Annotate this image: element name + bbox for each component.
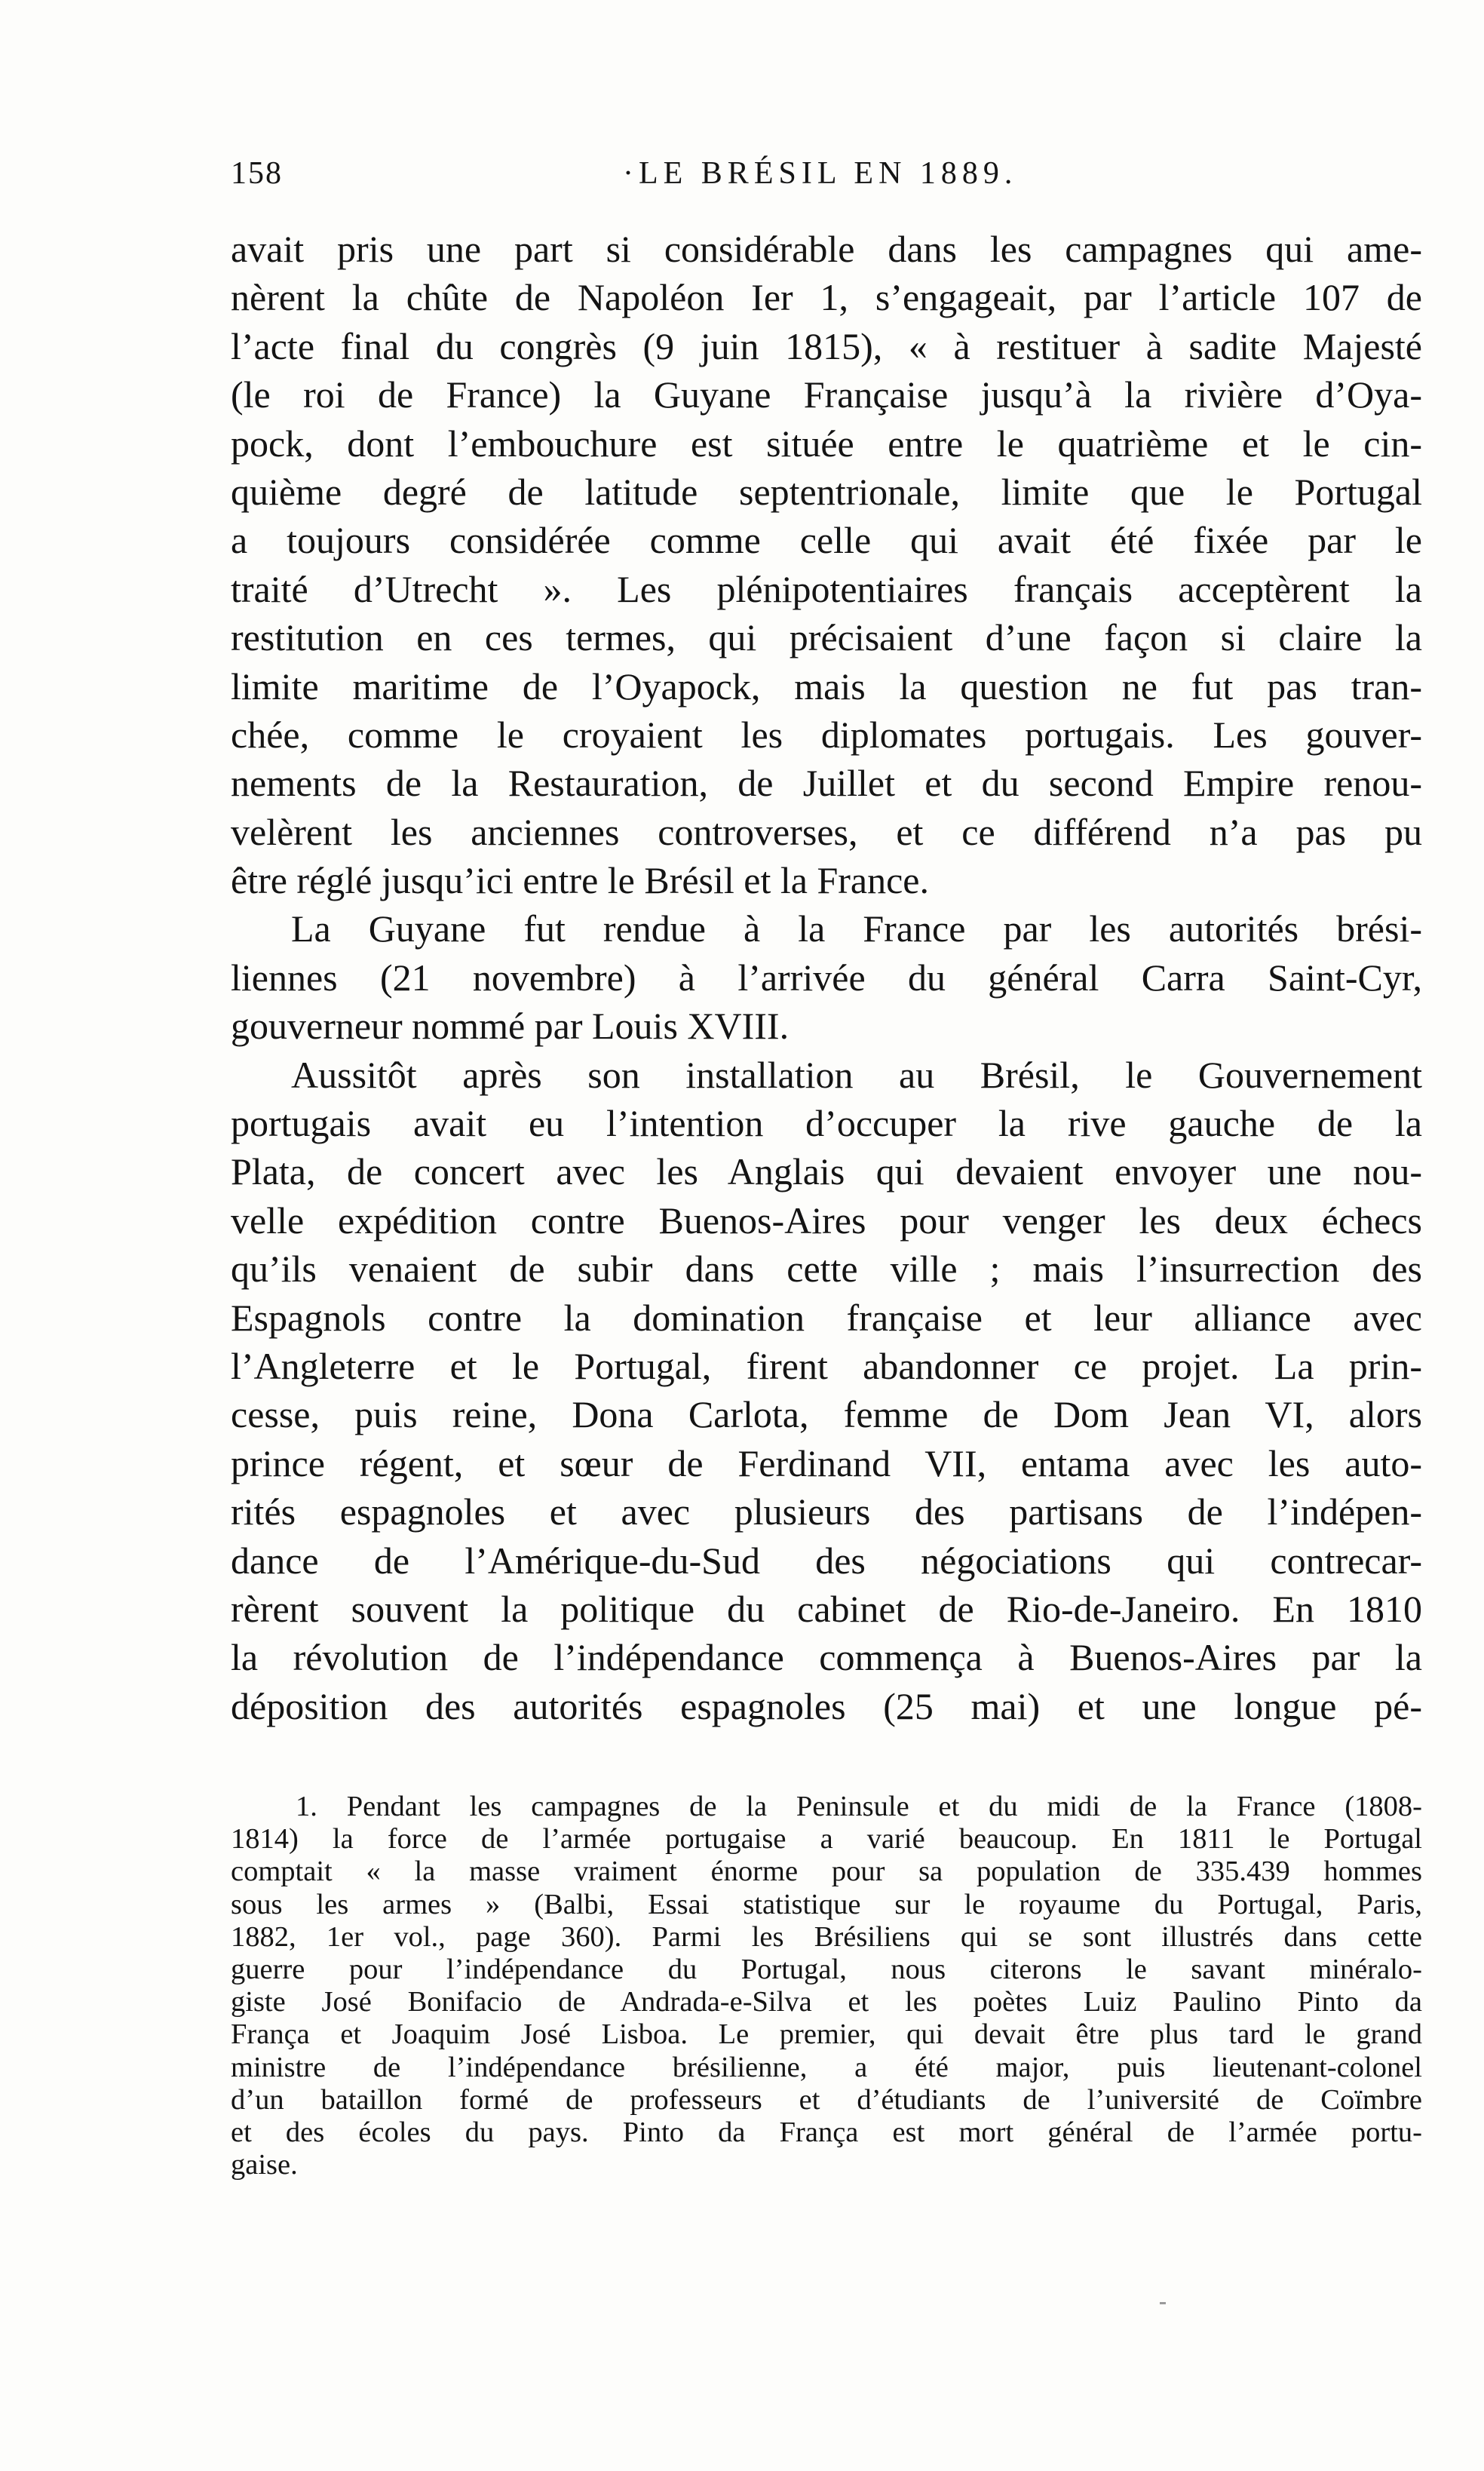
text-line: (le roi de France) la Guyane Française jusqu’à la rivière d’Oya- bbox=[231, 373, 1422, 416]
text-line: prince régent, et sœur de Ferdinand VII, entama avec les auto- bbox=[231, 1441, 1422, 1484]
text-line: dance de l’Amérique-du-Sud des négociations qui contrecar- bbox=[231, 1539, 1422, 1582]
text-line: limite maritime de l’Oyapock, mais la question ne fut pas tran- bbox=[231, 665, 1422, 708]
footnote-line: et des écoles du pays. Pinto da França est mort général de l’armée portu- bbox=[231, 2116, 1422, 2148]
footnote-line: comptait « la masse vraiment énorme pour sa population de 335.439 hommes bbox=[231, 1856, 1422, 1888]
footnote-line: 1. Pendant les campagnes de la Peninsule et du midi de la France (1808- bbox=[296, 1791, 1422, 1822]
text-line: traité d’Utrecht ». Les plénipotentiaires français acceptèrent la bbox=[231, 567, 1422, 610]
footnote-line: guerre pour l’indépendance du Portugal, nous citerons le savant minéralo- bbox=[231, 1953, 1422, 1985]
text-line: nements de la Restauration, de Juillet et du second Empire renou- bbox=[231, 762, 1422, 805]
text-line: avait pris une part si considérable dans les campagnes qui ame- bbox=[231, 228, 1422, 270]
text-line: Aussitôt après son installation au Brésil, le Gouvernement bbox=[291, 1053, 1422, 1096]
text-line: liennes (21 novembre) à l’arrivée du général Carra Saint-Cyr, bbox=[231, 956, 1422, 999]
text-line: rités espagnoles et avec plusieurs des partisans de l’indépen- bbox=[231, 1490, 1422, 1533]
text-line: être réglé jusqu’ici entre le Brésil et la France. bbox=[231, 859, 929, 902]
text-line: restitution en ces termes, qui précisaient d’une façon si claire la bbox=[231, 616, 1422, 659]
text-line: cesse, puis reine, Dona Carlota, femme de Dom Jean VI, alors bbox=[231, 1393, 1422, 1436]
paper-speck bbox=[1160, 2302, 1166, 2304]
text-line: l’Angleterre et le Portugal, firent abandonner ce projet. La prin- bbox=[231, 1344, 1422, 1387]
footnote-line: d’un bataillon formé de professeurs et d’étudiants de l’université de Coïmbre bbox=[231, 2083, 1422, 2116]
text-line: pock, dont l’embouchure est située entre le quatrième et le cin- bbox=[231, 422, 1422, 465]
text-line: Plata, de concert avec les Anglais qui devaient envoyer une nou- bbox=[231, 1150, 1422, 1193]
running-head: ·LE BRÉSIL EN 1889. bbox=[623, 156, 1018, 191]
text-line: La Guyane fut rendue à la France par les autorités brési- bbox=[291, 907, 1422, 950]
text-line: portugais avait eu l’intention d’occuper la rive gauche de la bbox=[231, 1102, 1422, 1145]
text-line: velèrent les anciennes controverses, et ce différend n’a pas pu bbox=[231, 810, 1422, 853]
footnote-line: 1814) la force de l’armée portugaise a varié beaucoup. En 1811 le Portugal bbox=[231, 1823, 1422, 1856]
text-line: chée, comme le croyaient les diplomates portugais. Les gouver- bbox=[231, 713, 1422, 756]
text-line: déposition des autorités espagnoles (25 mai) et une longue pé- bbox=[231, 1684, 1422, 1727]
text-line: a toujours considérée comme celle qui avait été fixée par le bbox=[231, 519, 1422, 562]
main-text bbox=[231, 225, 1422, 1730]
footnote bbox=[231, 1791, 1422, 2181]
footnote-line: França et Joaquim José Lisboa. Le premier, qui devait être plus tard le grand bbox=[231, 2018, 1422, 2051]
footnote-line: giste José Bonifacio de Andrada-e-Silva et les poètes Luiz Paulino Pinto da bbox=[231, 1986, 1422, 2018]
footnote-line: sous les armes » (Balbi, Essai statistique sur le royaume du Portugal, Paris, bbox=[231, 1888, 1422, 1920]
text-line: Espagnols contre la domination française et leur alliance avec bbox=[231, 1296, 1422, 1339]
page-number: 158 bbox=[231, 156, 283, 191]
text-line: velle expédition contre Buenos-Aires pour venger les deux échecs bbox=[231, 1199, 1422, 1242]
footnote-line: gaise. bbox=[231, 2149, 298, 2181]
text-line: la révolution de l’indépendance commença à Buenos-Aires par la bbox=[231, 1636, 1422, 1679]
text-line: qu’ils venaient de subir dans cette ville ; mais l’insurrection des bbox=[231, 1248, 1422, 1291]
text-line: rèrent souvent la politique du cabinet de Rio-de-Janeiro. En 1810 bbox=[231, 1587, 1422, 1630]
page-header bbox=[231, 151, 1422, 196]
footnote-line: ministre de l’indépendance brésilienne, a été major, puis lieutenant-colonel bbox=[231, 2051, 1422, 2083]
text-line: l’acte final du congrès (9 juin 1815), « à restituer à sadite Majesté bbox=[231, 324, 1422, 367]
text-line: quième degré de latitude septentrionale, limite que le Portugal bbox=[231, 470, 1422, 513]
footnote-line: 1882, 1er vol., page 360). Parmi les Brésiliens qui se sont illustrés dans cette bbox=[231, 1920, 1422, 1953]
text-line: nèrent la chûte de Napoléon Ier 1, s’engageait, par l’article 107 de bbox=[231, 276, 1422, 319]
text-line: gouverneur nommé par Louis XVIII. bbox=[231, 1005, 790, 1048]
